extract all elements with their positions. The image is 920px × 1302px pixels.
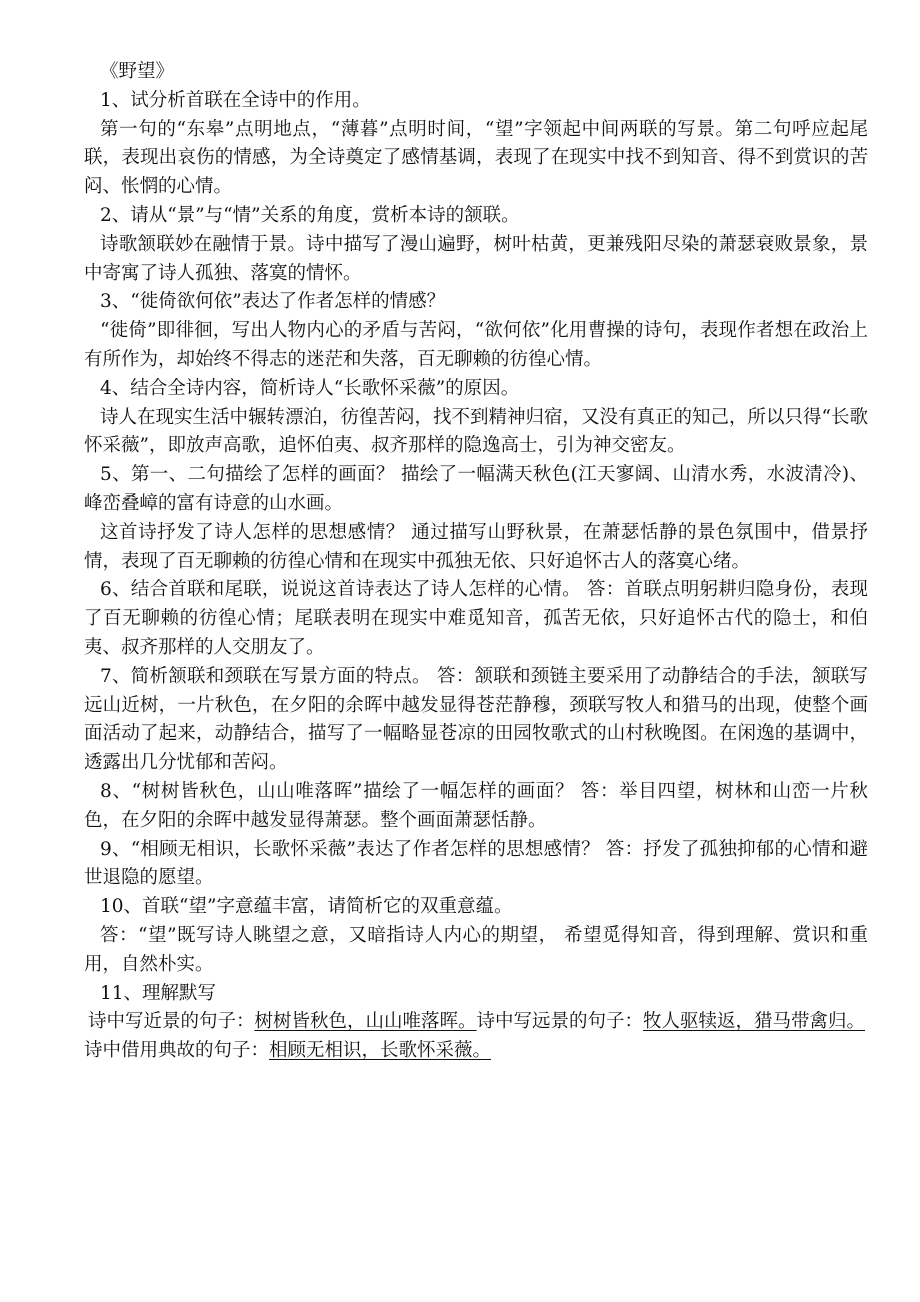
allusion-label: 诗中借用典故的句子： xyxy=(84,1040,270,1062)
question-6: 6、结合首联和尾联，说说这首诗表达了诗人怎样的心情。 答：首联点明躬耕归隐身份，表现了百无聊赖的彷徨心情；尾联表明在现实中难觅知音，孤苦无依，只好追怀古代的隐士，和伯夷、叔齐那样的人交朋友了。 xyxy=(84,579,868,658)
question-11: 11、理解默写 xyxy=(100,982,217,1004)
near-scene-label: 诗中写近景的句子： xyxy=(88,1011,255,1033)
question-7: 7、简析颔联和颈联在写景方面的特点。 答：颔联和颈链主要采用了动静结合的手法，颔联写远山近树，一片秋色，在夕阳的余晖中越发显得苍茫静穆，颈联写牧人和猎马的出现，使整个画面活动了起来，动静结合，描写了一幅略显苍凉的田园牧歌式的山村秋晚图。在闲逸的基调中，透露出几分忧郁和苦闷。 xyxy=(84,665,868,774)
allusion-answer: 相顾无相识，长歌怀采薇。 xyxy=(269,1040,492,1062)
question-5: 5、第一、二句描绘了怎样的画面？ 描绘了一幅满天秋色(江天寥阔、山清水秀，水波清冷)、峰峦叠嶂的富有诗意的山水画。 xyxy=(84,464,868,514)
poem-title: 《野望》 xyxy=(100,61,175,82)
question-1: 1、试分析首联在全诗中的作用。 xyxy=(100,89,371,111)
question-5b: 这首诗抒发了诗人怎样的思想感情？ 通过描写山野秋景，在萧瑟恬静的景色氛围中，借景抒情，表现了百无聊赖的彷徨心情和在现实中孤独无依、只好追怀古人的落寞心绪。 xyxy=(84,521,868,572)
answer-10: 答：“望”既写诗人眺望之意，又暗指诗人内心的期望， 希望觅得知音，得到理解、赏识和重用，自然朴实。 xyxy=(84,924,868,975)
question-2: 2、请从“景”与“情”关系的角度，赏析本诗的颔联。 xyxy=(100,204,520,226)
answer-4: 诗人在现实生活中辗转漂泊，彷徨苦闷，找不到精神归宿，又没有真正的知己，所以只得“长歌怀采薇”，即放声高歌，追怀伯夷、叔齐那样的隐逸高士，引为神交密友。 xyxy=(84,406,868,457)
far-scene-label: 诗中写远景的句子： xyxy=(476,1011,644,1033)
question-3: 3、“徙倚欲何依”表达了作者怎样的情感？ xyxy=(100,291,446,313)
near-scene-answer: 树树皆秋色，山山唯落晖。 xyxy=(254,1011,477,1033)
question-4: 4、结合全诗内容，简析诗人“长歌怀采薇”的原因。 xyxy=(100,377,520,399)
answer-1: 第一句的“东皋”点明地点，“薄暮”点明时间，“望”字领起中间两联的写景。第二句呼应起尾联，表现出哀伤的情感，为全诗奠定了感情基调，表现了在现实中找不到知音、得不到赏识的苦闷、怅惘的心情。 xyxy=(84,118,868,198)
fill-in-answers xyxy=(84,1008,868,1066)
answer-2: 诗歌颔联妙在融情于景。诗中描写了漫山遍野，树叶枯黄，更兼残阳尽染的萧瑟衰败景象，景中寄寓了诗人孤独、落寞的情怀。 xyxy=(84,233,868,284)
question-10: 10、首联“望”字意蕴丰富，请简析它的双重意蕴。 xyxy=(100,896,513,918)
question-9: 9、“相顾无相识，长歌怀采薇”表达了作者怎样的思想感情？ 答：抒发了孤独抑郁的心情和避世退隐的愿望。 xyxy=(84,838,868,889)
question-8: 8、“树树皆秋色，山山唯落晖”描绘了一幅怎样的画面？ 答：举目四望，树林和山峦一片秋色，在夕阳的余晖中越发显得萧瑟。整个画面萧瑟恬静。 xyxy=(84,780,868,831)
far-scene-answer: 牧人驱犊返，猎马带禽归。 xyxy=(643,1011,866,1033)
answer-3: “徙倚”即徘徊，写出人物内心的矛盾与苦闷，“欲何依”化用曹操的诗句，表现作者想在政治上有所作为，却始终不得志的迷茫和失落，百无聊赖的彷徨心情。 xyxy=(84,320,868,370)
